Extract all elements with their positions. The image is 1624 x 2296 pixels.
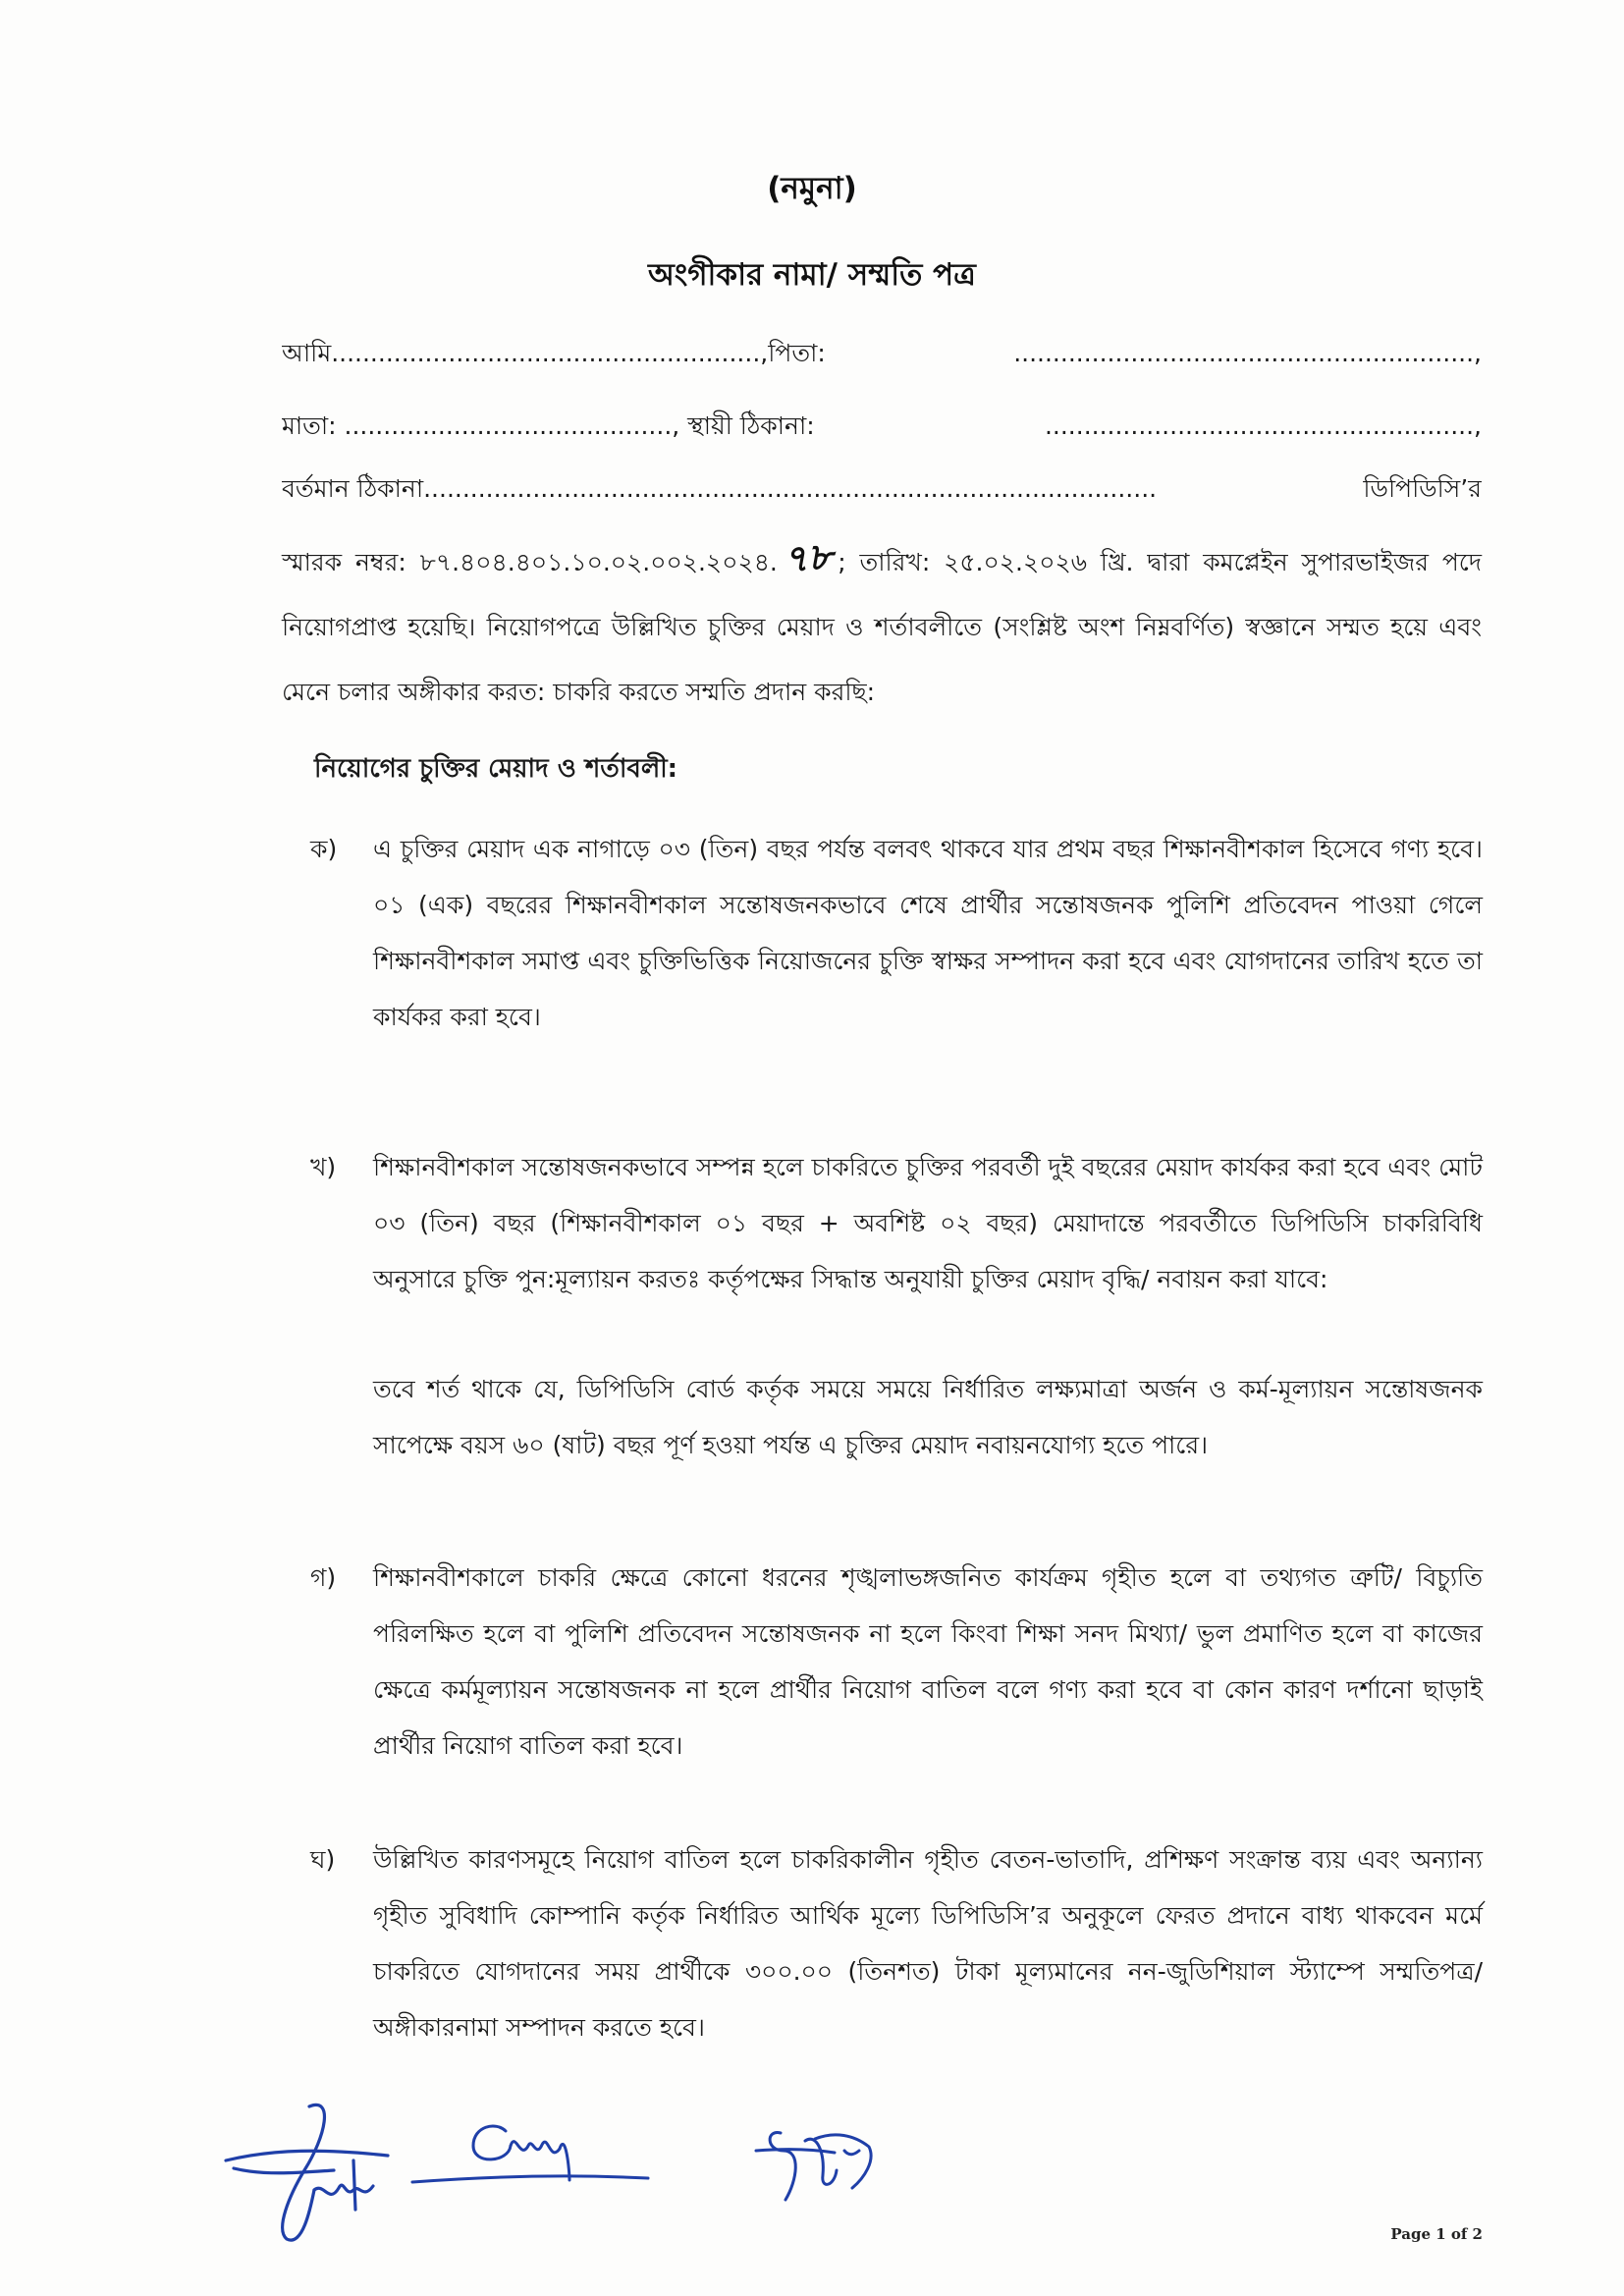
clause-ga [310,1550,1483,1774]
memo-number: স্মারক নম্বর: ৮৭.৪০৪.৪০১.১০.০২.০০২.২০২৪. [282,548,778,576]
clause-marker: খ) [310,1153,337,1181]
name-father-line [282,334,1482,373]
permanent-address-blank: ......................................................., [1044,411,1482,440]
memo-date: ; তারিখ: ২৫.০২.২০২৬ খ্রি. দ্বারা কমপ্লেইন [838,548,1288,576]
proviso-text: তবে শর্ত থাকে যে, ডিপিডিসি বোর্ড কর্তৃক সময়ে সময়ে নির্ধারিত লক্ষ্যমাত্রা অর্জন ও কর্ম-মূল্যায়ন সন্তোষজনক সাপেক্ষে বয়স ৬০ (ষাট) বছর পূর্ণ হওয়া পর্যন্ত এ চুক্তির মেয়াদ নবায়নযোগ্য হতে পারে। [373,1375,1483,1459]
clause-gha [310,1831,1483,2055]
clause-ka [310,821,1483,1045]
present-address-label: বর্তমান ঠিকানা.............................................................................................. [282,474,1158,503]
page-number: Page 1 of 2 [1390,2225,1483,2243]
clause-text: উল্লিখিত কারণসমূহে নিয়োগ বাতিল হলে চাকরিকালীন গৃহীত বেতন-ভাতাদি, প্রশিক্ষণ সংক্রান্ত ব্যয় এবং অন্যান্য গৃহীত সুবিধাদি কোম্পানি কর্তৃক নির্ধারিত আর্থিক মূল্যে ডিপিডিসি’র অনুকূলে ফেরত প্রদানে বাধ্য থাকবেন মর্মে চাকরিতে যোগদানের সময় প্রার্থীকে ৩০০.০০ (তিনশত) টাকা মূল্যমানের নন-জুডিশিয়াল স্ট্যাম্পে সম্মতিপত্র/ অঙ্গীকারনামা সম্পাদন করতে হবে। [373,1845,1483,2042]
handwritten-memo-suffix: ৭৮ [782,533,834,581]
name-field-label: আমি.......................................................,পিতা: [282,339,826,367]
sample-label: (নমুনা) [767,171,857,206]
signature-3-icon [756,2133,871,2200]
document-title: অংগীকার নামা/ সম্মতি পত্র [648,257,976,293]
reference-paragraph [282,530,1482,725]
clause-kha-proviso [373,1361,1483,1473]
signatures [216,2092,962,2259]
clause-text: এ চুক্তির মেয়াদ এক নাগাড়ে ০৩ (তিন) বছর পর্যন্ত বলবৎ থাকবে যার প্রথম বছর শিক্ষানবীশকাল হিসেবে গণ্য হবে। ০১ (এক) বছরের শিক্ষানবীশকাল সন্তোষজনকভাবে শেষে প্রার্থীর সন্তোষজনক পুলিশি প্রতিবেদন পাওয়া গেলে শিক্ষানবীশকাল সমাপ্ত এবং চুক্তিভিত্তিক নিয়োজনের চুক্তি স্বাক্ষর সম্পাদন করা হবে এবং যোগদানের তারিখ হতে তা কার্যকর করা হবে। [373,835,1483,1031]
clause-marker: ক) [310,835,338,863]
mother-field-label: মাতা: .........................................., স্থায়ী ঠিকানা: [282,411,815,440]
company-possessive: ডিপিডিসি’র [1363,474,1482,503]
present-address-line [282,469,1482,509]
clause-kha [310,1139,1483,1307]
signature-2-icon [412,2126,648,2182]
consent-statement: সুপারভাইজর পদে নিয়োগপ্রাপ্ত হয়েছি। নিয়োগপত্রে উল্লিখিত চুক্তির মেয়াদ ও শর্তাবলীতে (সংশ্লিষ্ট অংশ নিম্নবর্ণিত) স্বজ্ঞানে সম্মত হয়ে এবং মেনে চলার অঙ্গীকার করত: চাকরি করতে সম্মতি প্রদান করছি: [282,548,1482,706]
father-field-blank: ..........................................................., [1013,339,1482,367]
mother-address-line [282,407,1482,446]
clause-text: শিক্ষানবীশকালে চাকরি ক্ষেত্রে কোনো ধরনের শৃঙ্খলাভঙ্গজনিত কার্যক্রম গৃহীত হলে বা তথ্যগত ত্রুটি/ বিচ্যুতি পরিলক্ষিত হলে বা পুলিশি প্রতিবেদন সন্তোষজনক না হলে কিংবা শিক্ষা সনদ মিথ্যা/ ভুল প্রমাণিত হলে বা কাজের ক্ষেত্রে কর্মমূল্যায়ন সন্তোষজনক না হলে প্রার্থীর নিয়োগ বাতিল বলে গণ্য করা হবে বা কোন কারণ দর্শানো ছাড়াই প্রার্থীর নিয়োগ বাতিল করা হবে। [373,1563,1483,1760]
clause-marker: ঘ) [310,1845,336,1874]
terms-heading: নিয়োগের চুক্তির মেয়াদ ও শর্তাবলী: [314,754,678,784]
clause-marker: গ) [310,1563,337,1592]
clause-text: শিক্ষানবীশকাল সন্তোষজনকভাবে সম্পন্ন হলে চাকরিতে চুক্তির পরবর্তী দুই বছরের মেয়াদ কার্যকর করা হবে এবং মোট ০৩ (তিন) বছর (শিক্ষানবীশকাল ০১ বছর + অবশিষ্ট ০২ বছর) মেয়াদান্তে পরবর্তীতে ডিপিডিসি চাকরিবিধি অনুসারে চুক্তি পুন:মূল্যায়ন করতঃ কর্তৃপক্ষের সিদ্ধান্ত অনুযায়ী চুক্তির মেয়াদ বৃদ্ধি/ নবায়ন করা যাবে: [373,1153,1483,1293]
signature-1-icon [226,2105,388,2240]
